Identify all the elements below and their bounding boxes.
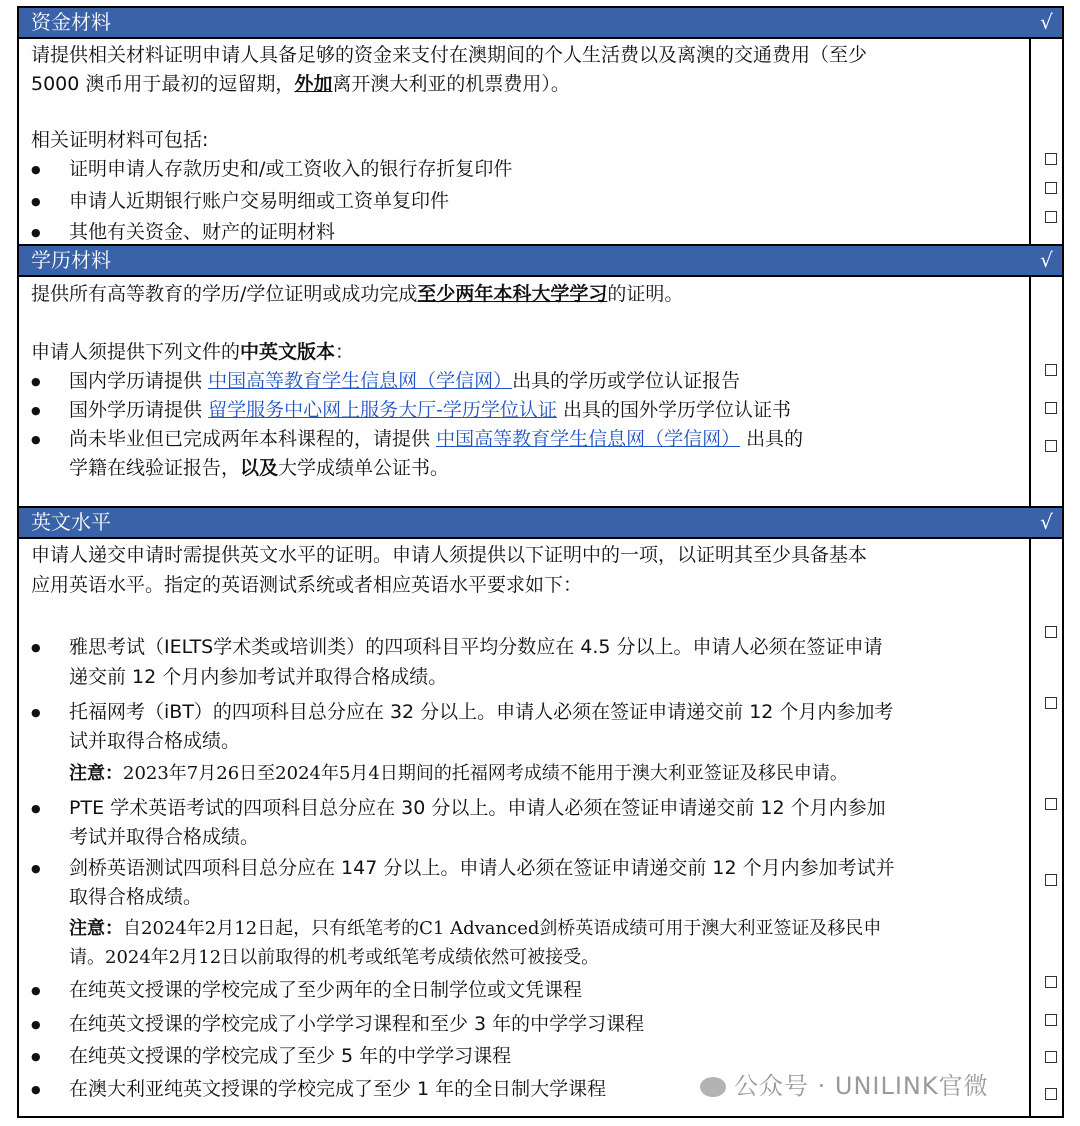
- education-intro: [31, 280, 1016, 309]
- check-mark-icon: √: [1040, 510, 1053, 534]
- english-intro-line1: 申请人递交申请时需提供英文水平的证明。申请人须提供以下证明中的一项，以证明其至少具备基本: [31, 544, 868, 566]
- english-list-item-toefl: ● 托福网考（iBT）的四项科目总分应在 32 分以上。申请人必须在签证申请递交前 12 个月内参加考: [31, 698, 1016, 727]
- funds-list-item: ● 证明申请人存款历史和/或工资收入的银行存折复印件: [31, 155, 1016, 184]
- education-intro-text-end: 的证明。: [607, 283, 684, 305]
- note-label: 注意：: [69, 763, 123, 784]
- checkbox[interactable]: [1045, 1051, 1057, 1063]
- education-req-emphasis: 中英文版本: [240, 341, 336, 363]
- english-cambridge-line2: 取得合格成绩。: [69, 886, 203, 908]
- education-item3-line2: [69, 454, 1019, 483]
- item-text: 学籍在线验证报告，: [69, 457, 241, 479]
- section-title-education: 学历材料: [31, 248, 111, 272]
- checkbox[interactable]: [1045, 440, 1057, 452]
- education-list-item: [31, 396, 1016, 425]
- checkbox[interactable]: [1045, 697, 1057, 709]
- note-text: 2023年7月26日至2024年5月4日期间的托福网考成绩不能用于澳大利亚签证及移民申请。: [123, 763, 848, 784]
- checkbox[interactable]: [1045, 153, 1057, 165]
- cambridge-note-line1: [69, 914, 1029, 943]
- education-requirement: [31, 338, 1016, 367]
- toefl-note: [69, 759, 1029, 788]
- xuexin-link[interactable]: 中国高等教育学生信息网（学信网）: [436, 428, 741, 450]
- note-text: 自2024年2月12日起，只有纸笔考的C1 Advanced剑桥英语成绩可用于澳大利亚签证及移民申: [123, 918, 882, 939]
- item-emphasis: 以及: [240, 457, 279, 479]
- section-header-english: [19, 508, 1062, 537]
- item-text: 尚未毕业但已完成两年本科课程的，请提供: [69, 428, 431, 450]
- item-text-end: 出具的国外学历学位认证书: [562, 399, 791, 421]
- xuexin-link[interactable]: 中国高等教育学生信息网（学信网）: [208, 370, 513, 392]
- checkbox[interactable]: [1045, 976, 1057, 988]
- check-mark-icon: √: [1040, 248, 1053, 272]
- item-text-end: 出具的学历或学位认证报告: [512, 370, 741, 392]
- english-pte-line2: 考试并取得合格成绩。: [69, 826, 260, 848]
- wechat-icon: [700, 1077, 726, 1097]
- english-toefl-line2: 试并取得合格成绩。: [69, 730, 241, 752]
- watermark-text: 公众号 · UNILINK官微: [734, 1072, 989, 1100]
- education-req-text: 申请人须提供下列文件的: [31, 341, 241, 363]
- checkbox[interactable]: [1045, 402, 1057, 414]
- cscse-link[interactable]: 留学服务中心网上服务大厅-学历学位认证: [208, 399, 557, 421]
- english-list-item-cambridge: ● 剑桥英语测试四项科目总分应在 147 分以上。申请人必须在签证申请递交前 12 个月内参加考试并: [31, 854, 1016, 883]
- funds-intro-line2: [31, 70, 1016, 99]
- checkbox[interactable]: [1045, 798, 1057, 810]
- cambridge-note-line2: 请。2024年2月12日以前取得的机考或纸笔考成绩依然可被接受。: [69, 947, 600, 968]
- education-intro-emphasis: 至少两年本科大学学习: [417, 283, 608, 305]
- funds-intro-emphasis: 外加: [294, 73, 333, 95]
- education-list-item: [31, 425, 1016, 454]
- funds-list-item: ● 申请人近期银行账户交易明细或工资单复印件: [31, 187, 1016, 216]
- item-text: 国外学历请提供: [69, 399, 203, 421]
- section-title-english: 英文水平: [31, 510, 111, 534]
- document-table: [17, 6, 1064, 1118]
- english-list-item-other: ● 在澳大利亚纯英文授课的学校完成了至少 1 年的全日制大学课程: [31, 1075, 1016, 1104]
- education-intro-text: 提供所有高等教育的学历/学位证明或成功完成: [31, 283, 418, 305]
- funds-intro-text: 5000 澳币用于最初的逗留期，: [31, 73, 295, 95]
- english-list-item-other: ● 在纯英文授课的学校完成了至少两年的全日制学位或文凭课程: [31, 976, 1016, 1005]
- section-title-funds: 资金材料: [31, 10, 111, 34]
- checkbox[interactable]: [1045, 364, 1057, 376]
- english-list-item-other: ● 在纯英文授课的学校完成了小学学习课程和至少 3 年的中学学习课程: [31, 1010, 1016, 1039]
- note-label: 注意：: [69, 918, 123, 939]
- checkbox[interactable]: [1045, 1014, 1057, 1026]
- divider: [19, 275, 1062, 277]
- english-list-item-other: ● 在纯英文授课的学校完成了至少 5 年的中学学习课程: [31, 1042, 1016, 1071]
- checkbox[interactable]: [1045, 211, 1057, 223]
- checkbox[interactable]: [1045, 182, 1057, 194]
- section-header-funds: [19, 8, 1062, 37]
- watermark: [700, 1066, 989, 1101]
- item-text-end: 大学成绩单公证书。: [278, 457, 450, 479]
- divider: [19, 37, 1062, 39]
- education-list-item: [31, 367, 1016, 396]
- item-text: 国内学历请提供: [69, 370, 203, 392]
- english-ielts-line2: 递交前 12 个月内参加考试并取得合格成绩。: [69, 666, 448, 688]
- checkbox[interactable]: [1045, 626, 1057, 638]
- funds-intro-line1: 请提供相关材料证明申请人具备足够的资金来支付在澳期间的个人生活费以及离澳的交通费用（至少: [31, 44, 868, 66]
- section-header-education: [19, 246, 1062, 275]
- english-list-item-ielts: ● 雅思考试（IELTS学术类或培训类）的四项科目平均分数应在 4.5 分以上。申请人必须在签证申请: [31, 633, 1016, 662]
- checkbox[interactable]: [1045, 874, 1057, 886]
- funds-list-item: ● 其他有关资金、财产的证明材料: [31, 218, 1016, 247]
- funds-list-title: 相关证明材料可包括:: [31, 129, 209, 151]
- funds-intro-text-end: 离开澳大利亚的机票费用）。: [332, 73, 570, 95]
- check-mark-icon: √: [1040, 10, 1053, 34]
- checkbox[interactable]: [1045, 1088, 1057, 1100]
- divider: [19, 537, 1062, 539]
- item-text-end: 出具的: [746, 428, 804, 450]
- english-intro-line2: 应用英语水平。指定的英语测试系统或者相应英语水平要求如下：: [31, 574, 583, 596]
- english-list-item-pte: ● PTE 学术英语考试的四项科目总分应在 30 分以上。申请人必须在签证申请递交前 12 个月内参加: [31, 794, 1016, 823]
- education-req-text-end: ：: [335, 341, 355, 363]
